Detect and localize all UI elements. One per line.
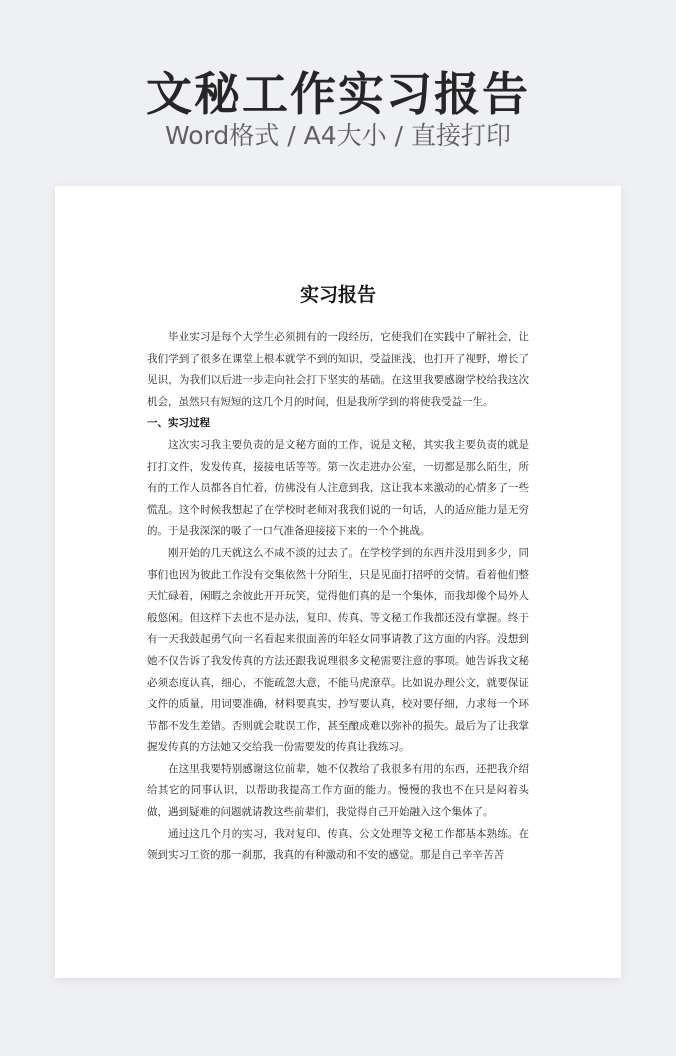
section-heading: 一、实习过程 — [147, 417, 210, 430]
page-subtitle: Word格式 / A4大小 / 直接打印 — [165, 121, 511, 150]
body-paragraph: 这次实习我主要负责的是文秘方面的工作，说是文秘，其实我主要负责的就是打打文件，发发传真，接接电话等等。第一次走进办公室，一切都是那么陌生，所有的工作人员都各自忙着，仿佛没有人注意到我，这让我本来激动的心情多了一些慌乱。这个时候我想起了在学校时老师对我我们说的一句话，人的适应能力是无穷的。于是我深深的吸了一口气准备迎接接下来的一个个挑战。 — [147, 438, 529, 538]
intro-paragraph: 毕业实习是每个大学生必须拥有的一段经历，它使我们在实践中了解社会，让我们学到了很多在课堂上根本就学不到的知识，受益匪浅，也打开了视野，增长了见识，为我们以后进一步走向社会打下坚实的基础。在这里我要感谢学校给我这次机会，虽然只有短短的这几个月的时间，但是我所学到的将使我受益一生。 — [147, 331, 529, 408]
document-title: 实习报告 — [299, 284, 376, 306]
body-paragraph: 通过这几个月的实习，我对复印、传真、公文处理等文秘工作都基本熟练。在领到实习工资的那一刹那，我真的有种激动和不安的感觉。那是自己辛辛苦苦 — [147, 827, 529, 862]
page-title: 文秘工作实习报告 — [146, 67, 530, 121]
body-paragraph: 刚开始的几天就这么不咸不淡的过去了。在学校学到的东西并没用到多少，同事们也因为彼此工作没有交集依然十分陌生，只是见面打招呼的交情。看着他们整天忙碌着，闲暇之余彼此开开玩笑，觉得他们真的是一个集体，而我却像个局外人般悠闲。但这样下去也不是办法，复印、传真、等文秘工作我都还没有掌握。终于有一天我鼓起勇气向一名看起来很面善的年轻女同事请教了这方面的内容。没想到她不仅告诉了我发传真的方法还跟我说理很多文秘需要注意的事项。她告诉我文秘必须态度认真，细心，不能疏忽大意，不能马虎潦草。比如说办理公文，就要保证文件的质量，用词要准确，材料要真实，抄写要认真，校对要仔细，力求每一个环节都不发生差错。否则就会耽误工作，甚至酿成难以弥补的损失。最后为了让我掌握发传真的方法她又交给我一份需要发的传真让我练习。 — [147, 546, 529, 754]
body-paragraph: 在这里我要特别感谢这位前辈，她不仅教给了我很多有用的东西，还把我介绍给其它的同事认识，以帮助我提高工作方面的能力。慢慢的我也不在只是闷着头做，遇到疑难的问题就请教这些前辈们，我觉得自己开始融入这个集体了。 — [147, 762, 529, 819]
document-body — [147, 327, 529, 867]
